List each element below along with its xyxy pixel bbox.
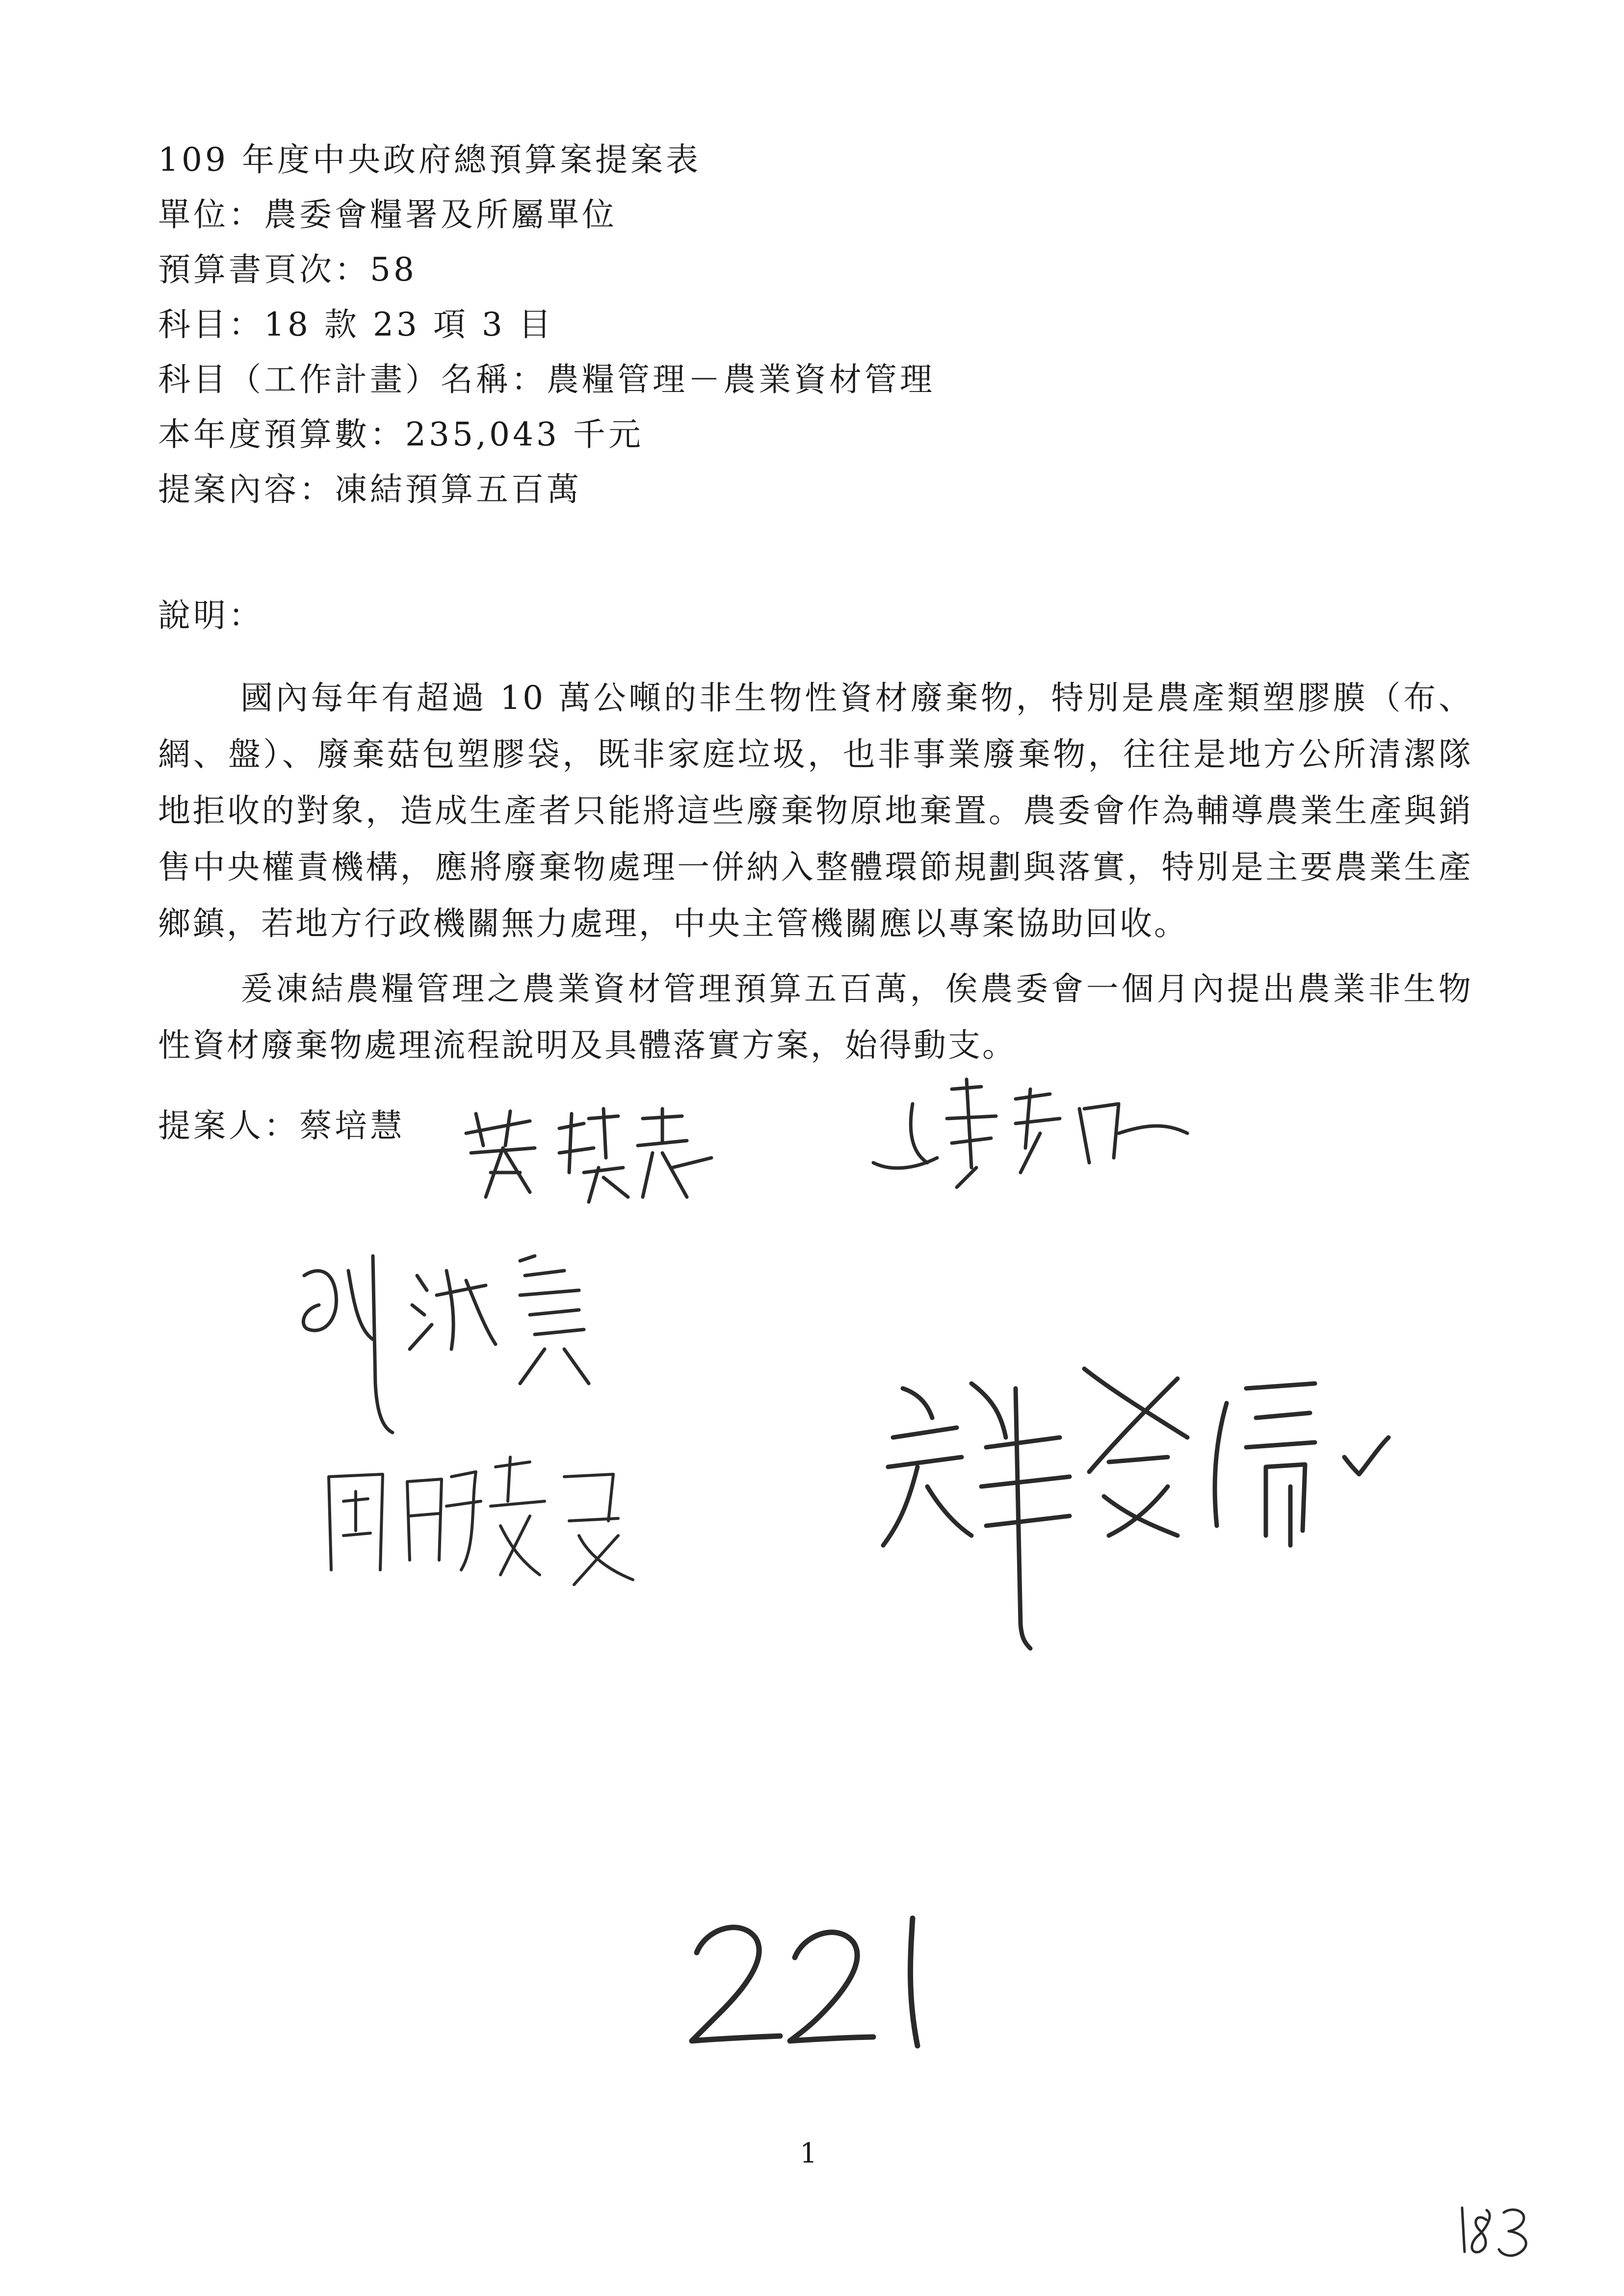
budget-page-line: 預算書頁次：58 — [158, 251, 417, 288]
subject-line: 科目：18 款 23 項 3 目 — [158, 306, 554, 343]
plan-name-line: 科目（工作計畫）名稱：農糧管理－農業資材管理 — [158, 361, 935, 398]
corner-number — [1452, 2193, 1541, 2262]
proposer-line: 提案人：蔡培慧 — [158, 1107, 405, 1145]
signature-1 — [456, 1099, 731, 1212]
page-number: 1 — [800, 2138, 817, 2169]
signature-2 — [854, 1070, 1197, 1197]
proposal-header — [158, 132, 1483, 517]
proposal-content-line: 提案內容：凍結預算五百萬 — [158, 470, 582, 508]
explanation-paragraph: 國內每年有超過 10 萬公噸的非生物性資材廢棄物，特別是農產類塑膠膜（布、網、盤）、廢棄菇包塑膠袋，既非家庭垃圾，也非事業廢棄物，往往是地方公所清潔隊地拒收的對象，造成生產者只能將這些廢棄物原地棄置。農委會作為輔導農業生產與銷售中央權責機構，應將廢棄物處理一併納入整體環節規劃與落實，特別是主要農業生產鄉鎮，若地方行政機關無力處理，中央主管機關應以專案協助回收。 — [158, 679, 1473, 942]
signature-5 — [873, 1339, 1393, 1683]
signature-4 — [314, 1447, 657, 1594]
explanation-paragraph: 爰凍結農糧管理之農業資材管理預算五百萬，俟農委會一個月內提出農業非生物性資材廢棄物處理流程說明及具體落實方案，始得動支。 — [158, 970, 1473, 1064]
budget-amount-line: 本年度預算數：235,043 千元 — [158, 416, 644, 453]
handwritten-number — [682, 1899, 957, 2056]
unit-line: 單位：農委會糧署及所屬單位 — [158, 196, 617, 234]
explanation-heading: 說明： — [158, 597, 264, 634]
document-title: 109 年度中央政府總預算案提案表 — [158, 141, 701, 179]
signature-3 — [289, 1236, 603, 1442]
explanation-body — [158, 670, 1473, 1082]
